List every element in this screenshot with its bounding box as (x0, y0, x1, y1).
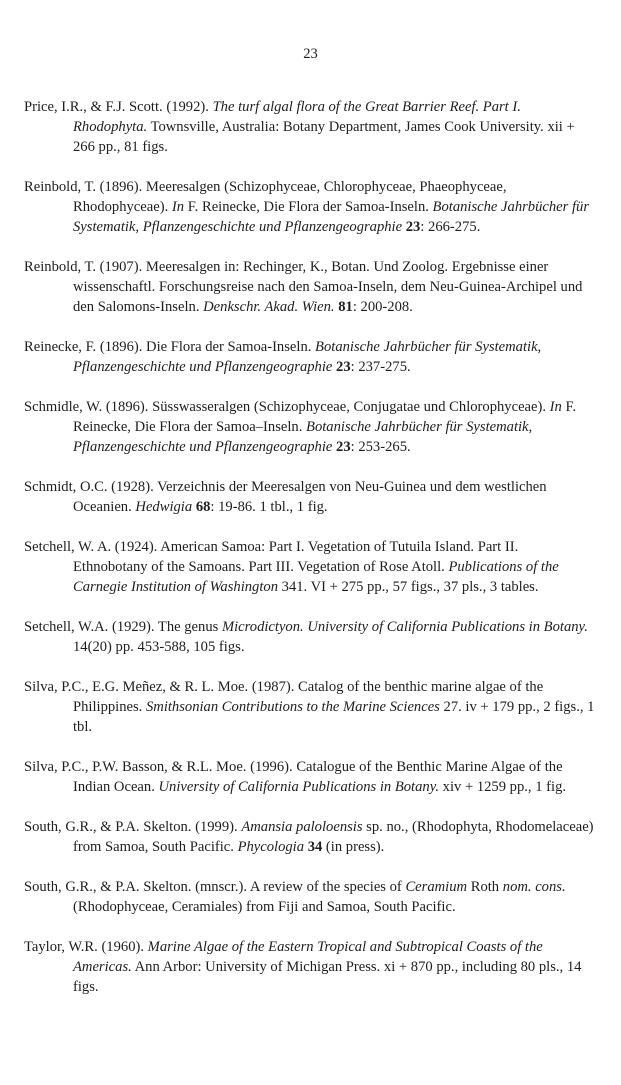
page-number: 23 (303, 46, 318, 62)
reference-italic-text: Smithsonian Contributions to the Marine Sciences (145, 699, 440, 715)
reference-italic-text: Ceramium (405, 879, 468, 895)
reference-entry (24, 97, 596, 157)
reference-text: 14(20) pp. 453-588, 105 figs. (73, 639, 245, 655)
reference-author: Price, I.R., & F.J. Scott. (1992). (24, 99, 209, 115)
reference-author: Schmidle, W. (1896). (24, 399, 149, 415)
reference-volume: 23 (405, 219, 421, 235)
reference-volume: 23 (336, 359, 351, 375)
reference-entry (24, 477, 596, 517)
reference-italic-text: The turf algal flora of the Great Barrier Reef. Part I. Rhodophyta. (73, 99, 521, 135)
reference-text: A review of the species of (246, 879, 406, 895)
reference-entry (24, 397, 596, 457)
reference-italic-text: Microdictyon. (221, 619, 304, 635)
reference-text: The genus (154, 619, 222, 635)
reference-volume: 23 (336, 439, 351, 455)
reference-list (24, 97, 596, 1017)
reference-volume: 68 (195, 499, 211, 515)
reference-volume: 34 (307, 839, 323, 855)
reference-volume: 81 (338, 299, 353, 315)
reference-entry (24, 537, 596, 597)
reference-text: : 266-275. (420, 219, 481, 235)
reference-italic-text: Marine Algae of the Eastern Tropical and Subtropical Coasts of the Americas. (73, 939, 543, 975)
reference-text: : 19-86. 1 tbl., 1 fig. (210, 499, 328, 515)
reference-entry (24, 757, 596, 797)
reference-author: Schmidt, O.C. (1928). (24, 479, 154, 495)
reference-text: : 237-275. (350, 359, 411, 375)
reference-text: F. Reinecke, Die Flora der Samoa-Inseln. (184, 199, 433, 215)
reference-italic-text: University of California Publications in Botany. (158, 779, 440, 795)
reference-text: Süsswasseralgen (Schizophyceae, Conjugatae und Chlorophyceae). (148, 399, 550, 415)
reference-text: Townsville, Australia: Botany Department, James Cook University. xii + 266 pp., 81 figs. (73, 119, 575, 155)
reference-text: Meeresalgen (Schizophyceae, Chlorophyceae, Phaeophyceae, Rhodophyceae). (73, 179, 507, 215)
reference-text: Ann Arbor: University of Michigan Press. xi + 870 pp., including 80 pls., 14 figs. (73, 959, 582, 995)
reference-text: American Samoa: Part I. Vegetation of Tutuila Island. Part II. Ethnobotany of the Samoans. Part III. Vegetation of Rose Atoll. (73, 539, 519, 575)
reference-entry (24, 937, 596, 997)
reference-italic-text: In (171, 199, 185, 215)
reference-entry (24, 337, 596, 377)
reference-author: Reinbold, T. (1907). (24, 259, 143, 275)
reference-italic-text: Hedwigia (135, 499, 193, 515)
reference-author: Reinbold, T. (1896). (24, 179, 143, 195)
reference-author: Setchell, W. A. (1924). (24, 539, 158, 555)
reference-italic-text: Botanische Jahrbücher für Systematik, Pflanzengeschichte und Pflanzengeographie (73, 339, 542, 375)
reference-text: Verzeichnis der Meeresalgen von Neu-Guinea und dem westlichen Oceanien. (73, 479, 547, 515)
reference-entry (24, 617, 596, 657)
reference-text: (Rhodophyceae, Ceramiales) from Fiji and Samoa, South Pacific. (73, 899, 456, 915)
reference-author: Silva, P.C., P.W. Basson, & R.L. Moe. (1996). (24, 759, 293, 775)
reference-text: Die Flora der Samoa-Inseln. (142, 339, 316, 355)
reference-author: Setchell, W.A. (1929). (24, 619, 155, 635)
reference-text: Catalog of the benthic marine algae of the Philippines. (73, 679, 544, 715)
reference-text: xiv + 1259 pp., 1 fig. (439, 779, 567, 795)
reference-italic-text: University of California Publications in Botany. (307, 619, 588, 635)
reference-text: Roth (467, 879, 503, 895)
reference-text: 27. iv + 179 pp., 2 figs., 1 tbl. (73, 699, 595, 735)
reference-italic-text: Denkschr. Akad. Wien. (203, 299, 335, 315)
reference-italic-text: Botanische Jahrbücher für Systematik, Pflanzengeschichte und Pflanzengeographie (73, 419, 533, 455)
reference-author: Taylor, W.R. (1960). (24, 939, 144, 955)
reference-entry (24, 257, 596, 317)
reference-author: South, G.R., & P.A. Skelton. (1999). (24, 819, 238, 835)
reference-italic-text: Amansia paloloensis (241, 819, 363, 835)
reference-text: Meeresalgen in: Rechinger, K., Botan. Und Zoolog. Ergebnisse einer wissenschaftl. Forschungsreise nach den Samoa-Inseln, dem Neu-Guinea-Archipel und den Salomons-Inseln. (73, 259, 583, 315)
reference-entry (24, 177, 596, 237)
reference-text: (in press). (322, 839, 385, 855)
reference-text: F. Reinecke, Die Flora der Samoa–Inseln. (73, 399, 577, 435)
reference-text: sp. no., (Rhodophyta, Rhodomelaceae) from Samoa, South Pacific. (73, 819, 594, 855)
reference-italic-text: Phycologia (237, 839, 305, 855)
reference-text: 341. VI + 275 pp., 57 figs., 37 pls., 3 tables. (278, 579, 539, 595)
reference-italic-text: nom. cons. (502, 879, 566, 895)
reference-text: Catalogue of the Benthic Marine Algae of the Indian Ocean. (73, 759, 563, 795)
reference-text: : 200-208. (352, 299, 413, 315)
reference-text: : 253-265. (350, 439, 411, 455)
reference-italic-text: Botanische Jahrbücher für Systematik, Pflanzengeschichte und Pflanzengeographie (73, 199, 589, 235)
reference-italic-text: In (549, 399, 562, 415)
reference-entry (24, 877, 596, 917)
reference-entry (24, 677, 596, 737)
reference-italic-text: Publications of the Carnegie Institution of Washington (73, 559, 559, 595)
reference-author: Silva, P.C., E.G. Meñez, & R. L. Moe. (1987). (24, 679, 295, 695)
reference-entry (24, 817, 596, 857)
reference-author: Reinecke, F. (1896). (24, 339, 143, 355)
reference-author: South, G.R., & P.A. Skelton. (mnscr.). (24, 879, 247, 895)
